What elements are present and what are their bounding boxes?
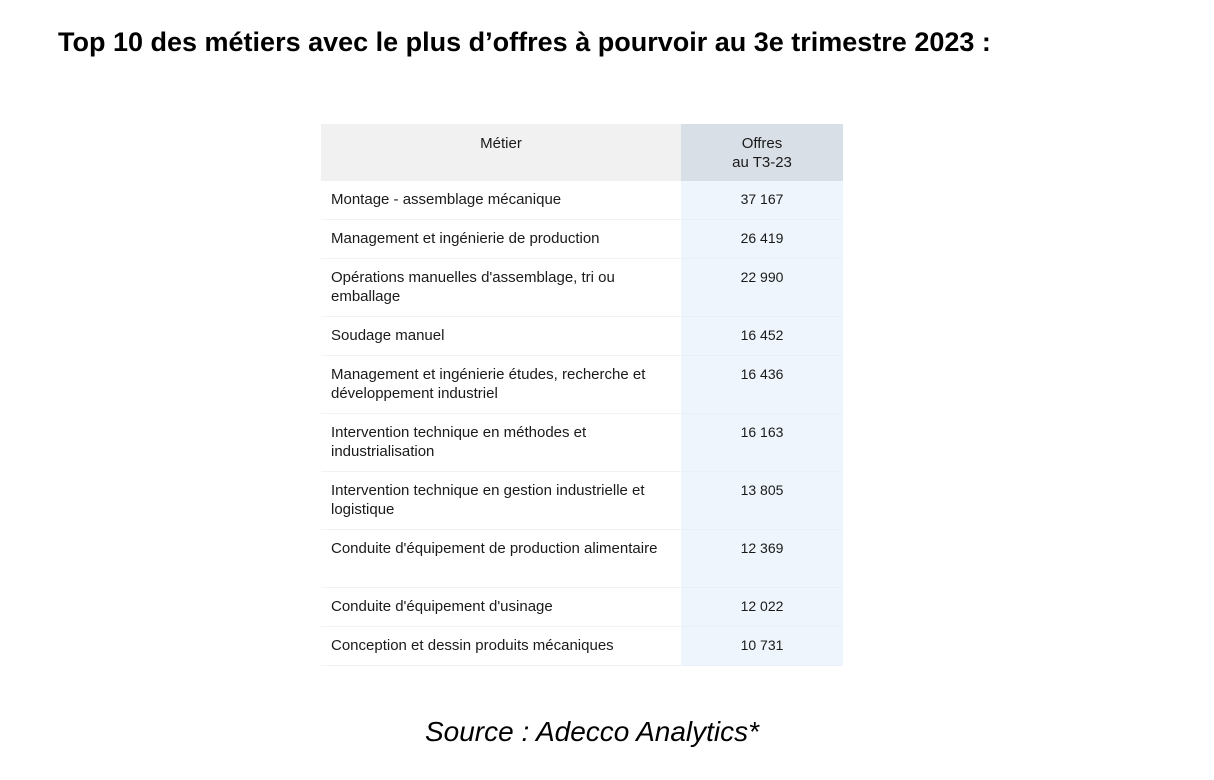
table-row <box>321 317 843 356</box>
offers-cell: 26 419 <box>681 220 843 259</box>
offers-cell: 13 805 <box>681 472 843 530</box>
job-cell: Conduite d'équipement d'usinage <box>321 588 681 627</box>
table-header-row <box>321 124 843 181</box>
table-row <box>321 414 843 472</box>
offers-cell: 10 731 <box>681 627 843 666</box>
job-cell: Management et ingénierie études, recherche et développement industriel <box>321 356 681 414</box>
offers-cell: 22 990 <box>681 259 843 317</box>
page-title: Top 10 des métiers avec le plus d’offres à pourvoir au 3e trimestre 2023 : <box>58 27 991 57</box>
column-header-offers <box>681 124 843 181</box>
column-header-offers-line1: Offres <box>741 135 783 152</box>
job-cell: Intervention technique en gestion industrielle et logistique <box>321 472 681 530</box>
job-cell: Opérations manuelles d'assemblage, tri ou emballage <box>321 259 681 317</box>
table-row <box>321 530 843 588</box>
job-cell: Conduite d'équipement de production alimentaire <box>321 530 681 588</box>
job-cell: Montage - assemblage mécanique <box>321 181 681 220</box>
table-row <box>321 588 843 627</box>
column-header-offers-line2: au T3-23 <box>732 154 792 171</box>
table-row <box>321 627 843 666</box>
table-row <box>321 220 843 259</box>
offers-cell: 12 022 <box>681 588 843 627</box>
job-cell: Soudage manuel <box>321 317 681 356</box>
offers-cell: 37 167 <box>681 181 843 220</box>
jobs-table-container <box>321 124 843 666</box>
table-row <box>321 356 843 414</box>
offers-cell: 16 163 <box>681 414 843 472</box>
job-cell: Intervention technique en méthodes et industrialisation <box>321 414 681 472</box>
job-cell: Conception et dessin produits mécaniques <box>321 627 681 666</box>
offers-cell: 12 369 <box>681 530 843 588</box>
table-row <box>321 181 843 220</box>
offers-cell: 16 452 <box>681 317 843 356</box>
offers-cell: 16 436 <box>681 356 843 414</box>
column-header-job: Métier <box>321 124 681 181</box>
source-note: Source : Adecco Analytics* <box>424 716 760 747</box>
table-row <box>321 259 843 317</box>
table-row <box>321 472 843 530</box>
job-cell: Management et ingénierie de production <box>321 220 681 259</box>
jobs-table <box>321 124 843 666</box>
